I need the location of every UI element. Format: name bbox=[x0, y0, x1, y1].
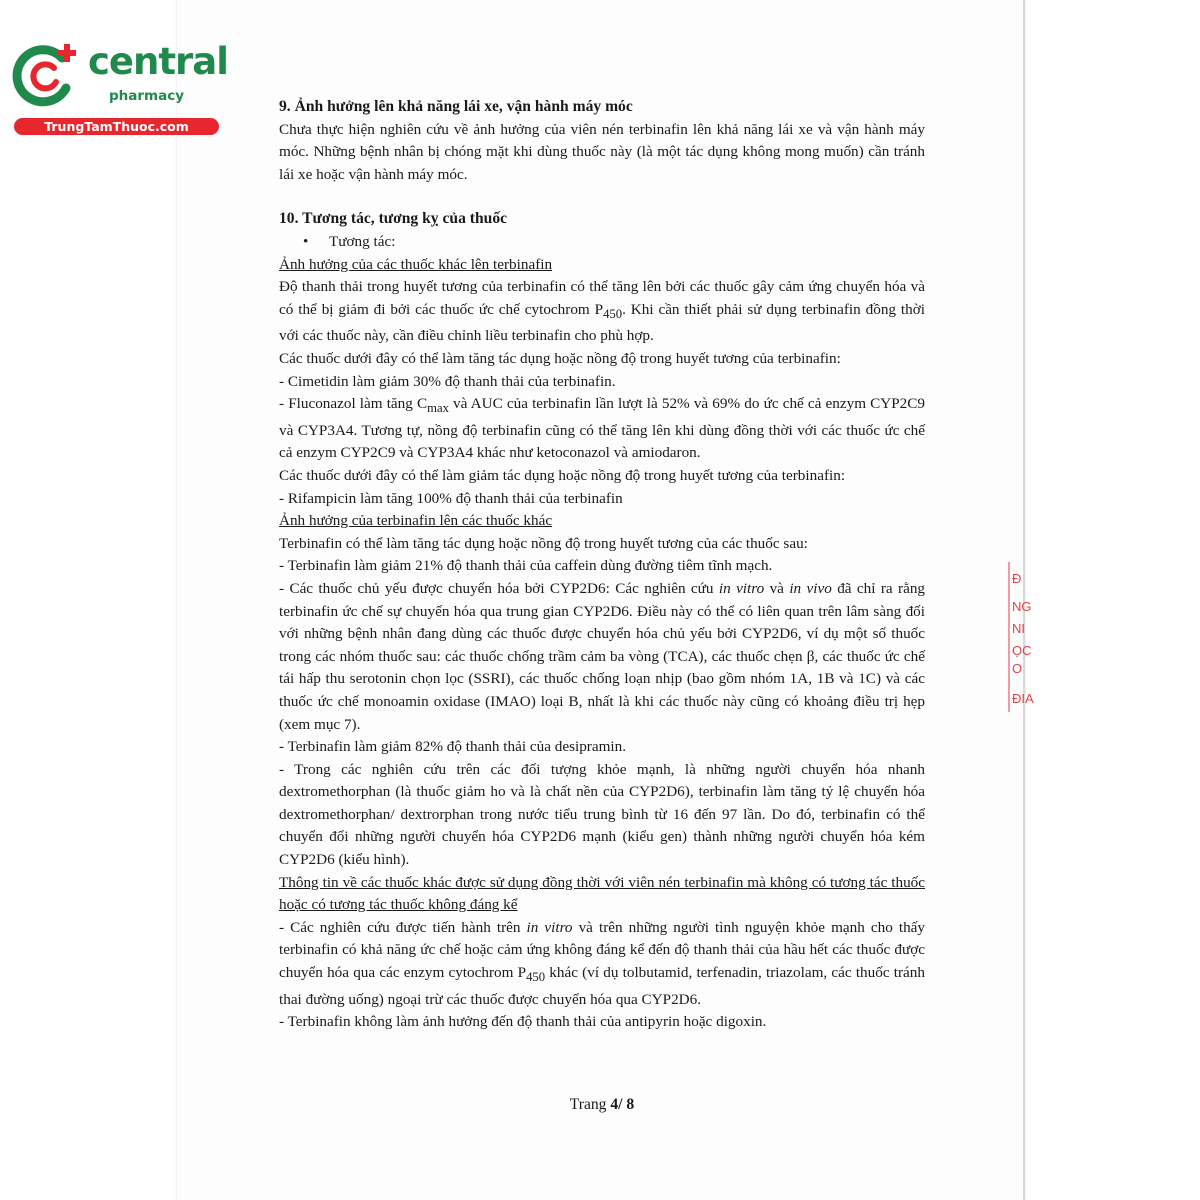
subscript: 450 bbox=[603, 306, 623, 321]
text-run: đã chỉ ra rằng terbinafin ức chế sự chuyển hóa qua trung gian CYP2D6. Điều này có thể có liên quan trên lâm sàng đối với những bệnh nhân đang dùng các thuốc được chuyển hóa chủ yếu bởi CYP2D6, ví dụ một số thuốc trong các nhóm thuốc sau: các thuốc chống trầm cảm ba vòng (TCA), các thuốc chẹn β, các thuốc ức chế tái hấp thu serotonin chọn lọc (SSRI), các thuốc chống loạn nhịp (bao gồm nhóm 1A, 1B và 1C) và các thuốc ức chế monoamin oxidase (IMAO) loại B, nhất là khi các thuốc này cũng có khoảng điều trị hẹp (xem mục 7). bbox=[279, 579, 926, 733]
bullet-icon: • bbox=[303, 232, 309, 250]
document-body bbox=[279, 96, 925, 1034]
red-stamp-fragment bbox=[1000, 560, 1032, 730]
paragraph bbox=[279, 578, 925, 736]
text-run: và trên những người tình nguyện khỏe mạnh cho thấy terbinafin có khả năng ức chế hoặc cảm ứng không đáng kể đến độ thanh thải của hầu hết các thuốc được chuyển hóa qua các enzym cytochrom P bbox=[279, 918, 925, 982]
text-run: - Các thuốc chủ yếu được chuyển hóa bởi CYP2D6: Các nghiên cứu bbox=[279, 579, 719, 597]
text-run: khác (ví dụ tolbutamid, terfenadin, triazolam, các thuốc tránh thai đường uống) ngoại trừ các thuốc được chuyển hóa qua CYP2D6. bbox=[279, 964, 925, 1008]
stamp-fragment: ỌC bbox=[1012, 643, 1032, 658]
stamp-fragment: ĐIA bbox=[1012, 691, 1034, 706]
paragraph bbox=[279, 276, 925, 348]
text-run: - Fluconazol làm tăng C bbox=[279, 395, 428, 413]
page-count: 4/ 8 bbox=[610, 1096, 635, 1113]
text-run: Độ thanh thải trong huyết tương của terbinafin có thể tăng lên bởi các thuốc gây cảm ứng chuyển hóa và có thể bị giảm đi bởi các thuốc ức chế cytochrom P bbox=[279, 278, 925, 318]
bullet-label: Tương tác: bbox=[329, 232, 396, 250]
stamp-border bbox=[1008, 562, 1010, 712]
subscript: max bbox=[427, 401, 449, 416]
logo-url-badge: TrungTamThuoc.com bbox=[14, 118, 219, 135]
paragraph: - Terbinafin không làm ảnh hưởng đến độ thanh thải của antipyrin hoặc digoxin. bbox=[279, 1013, 767, 1031]
stamp-fragment: O bbox=[1012, 661, 1023, 676]
subheading-effects-on-other-drugs: Ảnh hưởng của terbinafin lên các thuốc khác bbox=[279, 512, 553, 530]
subscript: 450 bbox=[526, 970, 546, 985]
italic-term: in vitro bbox=[526, 918, 573, 936]
paragraph: Các thuốc dưới đây có thể làm tăng tác dụng hoặc nồng độ trong huyết tương của terbinafin: bbox=[279, 349, 841, 367]
stamp-fragment: Đ bbox=[1012, 571, 1022, 586]
section-9-heading: 9. Ảnh hưởng lên khả năng lái xe, vận hành máy móc bbox=[279, 98, 633, 115]
section-gap bbox=[279, 186, 925, 208]
logo-wordmark: central bbox=[88, 40, 228, 83]
paragraph bbox=[279, 393, 925, 465]
stamp-fragment: NG bbox=[1012, 599, 1032, 614]
text-run: - Các nghiên cứu được tiến hành trên bbox=[279, 918, 527, 936]
italic-term: in vivo bbox=[789, 579, 832, 597]
text-run: . Khi cần thiết phải sử dụng terbinafin đồng thời với các thuốc này, cần điều chỉnh liều terbinafin cho phù hợp. bbox=[279, 300, 925, 345]
subheading-effects-on-terbinafin: Ảnh hưởng của các thuốc khác lên terbinafin bbox=[279, 255, 553, 273]
paragraph: - Terbinafin làm giảm 82% độ thanh thải của desipramin. bbox=[279, 738, 627, 756]
section-10-heading: 10. Tương tác, tương kỵ của thuốc bbox=[279, 210, 508, 228]
page-number bbox=[279, 1096, 925, 1114]
paragraph: Các thuốc dưới đây có thể làm giảm tác dụng hoặc nồng độ trong huyết tương của terbinafin: bbox=[279, 466, 846, 484]
paragraph: - Trong các nghiên cứu trên các đối tượng khỏe mạnh, là những người chuyển hóa nhanh dextromethorphan (là thuốc giảm ho và là chất nền của CYP2D6), terbinafin làm tăng tỷ lệ chuyển hóa dextromethorphan/ dextrorphan trong nước tiểu trung bình từ 16 đến 97 lần. Do đó, terbinafin có thể chuyển đổi những người chuyển hóa CYP2D6 mạnh (kiểu gen) thành những người chuyển hóa kém CYP2D6 (kiểu hình). bbox=[279, 760, 925, 869]
page-label: Trang bbox=[569, 1096, 611, 1113]
paragraph: - Cimetidin làm giảm 30% độ thanh thải của terbinafin. bbox=[279, 372, 616, 390]
logo-subtitle: pharmacy bbox=[109, 88, 185, 104]
subheading-no-interaction: Thông tin về các thuốc khác được sử dụng đồng thời với viên nén terbinafin mà không có tương tác thuốc hoặc có tương tác thuốc không đáng kể bbox=[279, 873, 925, 914]
paragraph: - Terbinafin làm giảm 21% độ thanh thải của caffein dùng đường tiêm tĩnh mạch. bbox=[279, 557, 773, 575]
text-run: và bbox=[764, 579, 790, 597]
paragraph: - Rifampicin làm tăng 100% độ thanh thải của terbinafin bbox=[279, 489, 623, 507]
text-run: và AUC của terbinafin lần lượt là 52% và 69% do ức chế cả enzym CYP2C9 và CYP3A4. Tương tự, nồng độ terbinafin cũng có thể tăng lên khi dùng đồng thời với các thuốc ức chế cả enzym CYP2C9 và CYP3A4 khác như ketoconazol và amiodaron. bbox=[279, 395, 925, 462]
bullet-item bbox=[279, 231, 925, 254]
pharmacy-logo-icon bbox=[10, 38, 82, 110]
paragraph bbox=[279, 917, 925, 1011]
paragraph: Terbinafin có thể làm tăng tác dụng hoặc nồng độ trong huyết tương của các thuốc sau: bbox=[279, 534, 808, 552]
section-9-body: Chưa thực hiện nghiên cứu về ảnh hưởng của viên nén terbinafin lên khả năng lái xe và vận hành máy móc. Những bệnh nhân bị chóng mặt khi dùng thuốc này (là một tác dụng không mong muốn) cần tránh lái xe hoặc vận hành máy móc. bbox=[279, 120, 925, 183]
stamp-fragment: NI bbox=[1012, 621, 1025, 636]
central-pharmacy-logo bbox=[10, 36, 228, 136]
italic-term: in vitro bbox=[718, 579, 765, 597]
